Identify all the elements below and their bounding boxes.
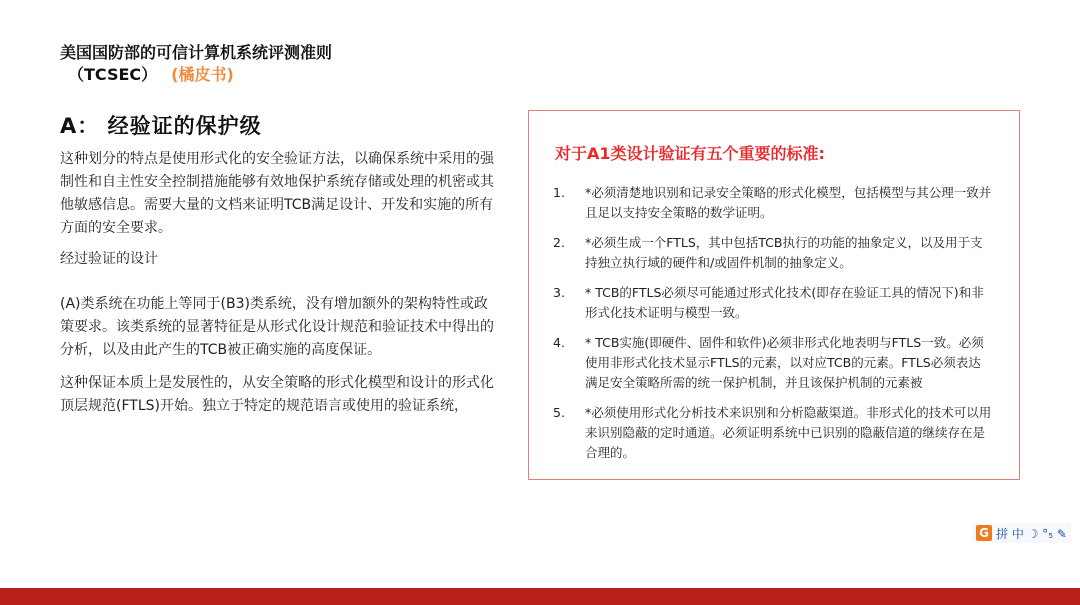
item-number: 4. xyxy=(553,335,565,350)
list-item xyxy=(553,233,993,273)
item-number: 3. xyxy=(553,285,565,300)
item-text: * TCB实施(即硬件、固件和软件)必须非形式化地表明与FTLS一致。必须使用非形式化技术显示FTLS的元素，以对应TCB的元素。FTLS必须表达满足安全策略所需的统一保护机制，并且该保护机制的元素被 xyxy=(585,335,984,390)
item-text: *必须清楚地识别和记录安全策略的形式化模型，包括模型与其公理一致并且足以支持安全策略的数学证明。 xyxy=(585,185,992,220)
list-item xyxy=(553,403,993,463)
criteria-list xyxy=(553,183,993,473)
paragraph-subheading: 经过验证的设计 xyxy=(60,251,158,267)
slide-title xyxy=(60,42,332,86)
item-text: *必须使用形式化分析技术来识别和分析隐蔽渠道。非形式化的技术可以用来识别隐蔽的定时通道。必须证明系统中已识别的隐蔽信道的继续存在是合理的。 xyxy=(585,405,992,460)
item-text: *必须生成一个FTLS，其中包括TCB执行的功能的抽象定义，以及用于支持独立执行域的硬件和/或固件机制的抽象定义。 xyxy=(585,235,983,270)
ime-toolbar[interactable] xyxy=(972,523,1071,543)
list-item xyxy=(553,283,993,323)
title-abbrev: （TCSEC） xyxy=(68,65,158,84)
title-tag: (橘皮书) xyxy=(171,65,234,84)
item-number: 5. xyxy=(553,405,565,420)
section-heading: A： 经验证的保护级 xyxy=(60,114,262,138)
paragraph-a-class: (A)类系统在功能上等同于(B3)类系统，没有增加额外的架构特性或政策要求。该类系统的显著特征是从形式化设计规范和验证技术中得出的分析，以及由此产生的TCB被正确实施的高度保证。 xyxy=(60,296,494,358)
list-item xyxy=(553,183,993,223)
left-text-block xyxy=(60,148,500,418)
ime-status[interactable]: 拼 中 ☽ °₅ ✎ xyxy=(996,526,1067,541)
criteria-title: 对于A1类设计验证有五个重要的标准: xyxy=(555,144,825,163)
item-number: 2. xyxy=(553,235,565,250)
item-text: * TCB的FTLS必须尽可能通过形式化技术(即存在验证工具的情况下)和非形式化技术证明与模型一致。 xyxy=(585,285,984,320)
paragraph-assurance: 这种保证本质上是发展性的，从安全策略的形式化模型和设计的形式化顶层规范(FTLS)开始。独立于特定的规范语言或使用的验证系统， xyxy=(60,375,494,414)
title-line2 xyxy=(60,64,332,86)
item-number: 1. xyxy=(553,185,565,200)
list-item xyxy=(553,333,993,393)
ime-logo-icon[interactable]: G xyxy=(976,525,992,541)
title-line1: 美国国防部的可信计算机系统评测准则 xyxy=(60,43,333,62)
criteria-box xyxy=(528,110,1020,480)
paragraph-intro: 这种划分的特点是使用形式化的安全验证方法，以确保系统中采用的强制性和自主性安全控制措施能够有效地保护系统存储或处理的机密或其他敏感信息。需要大量的文档来证明TCB满足设计、开发和实施的所有方面的安全要求。 xyxy=(60,151,494,236)
bottom-bar xyxy=(0,588,1080,605)
